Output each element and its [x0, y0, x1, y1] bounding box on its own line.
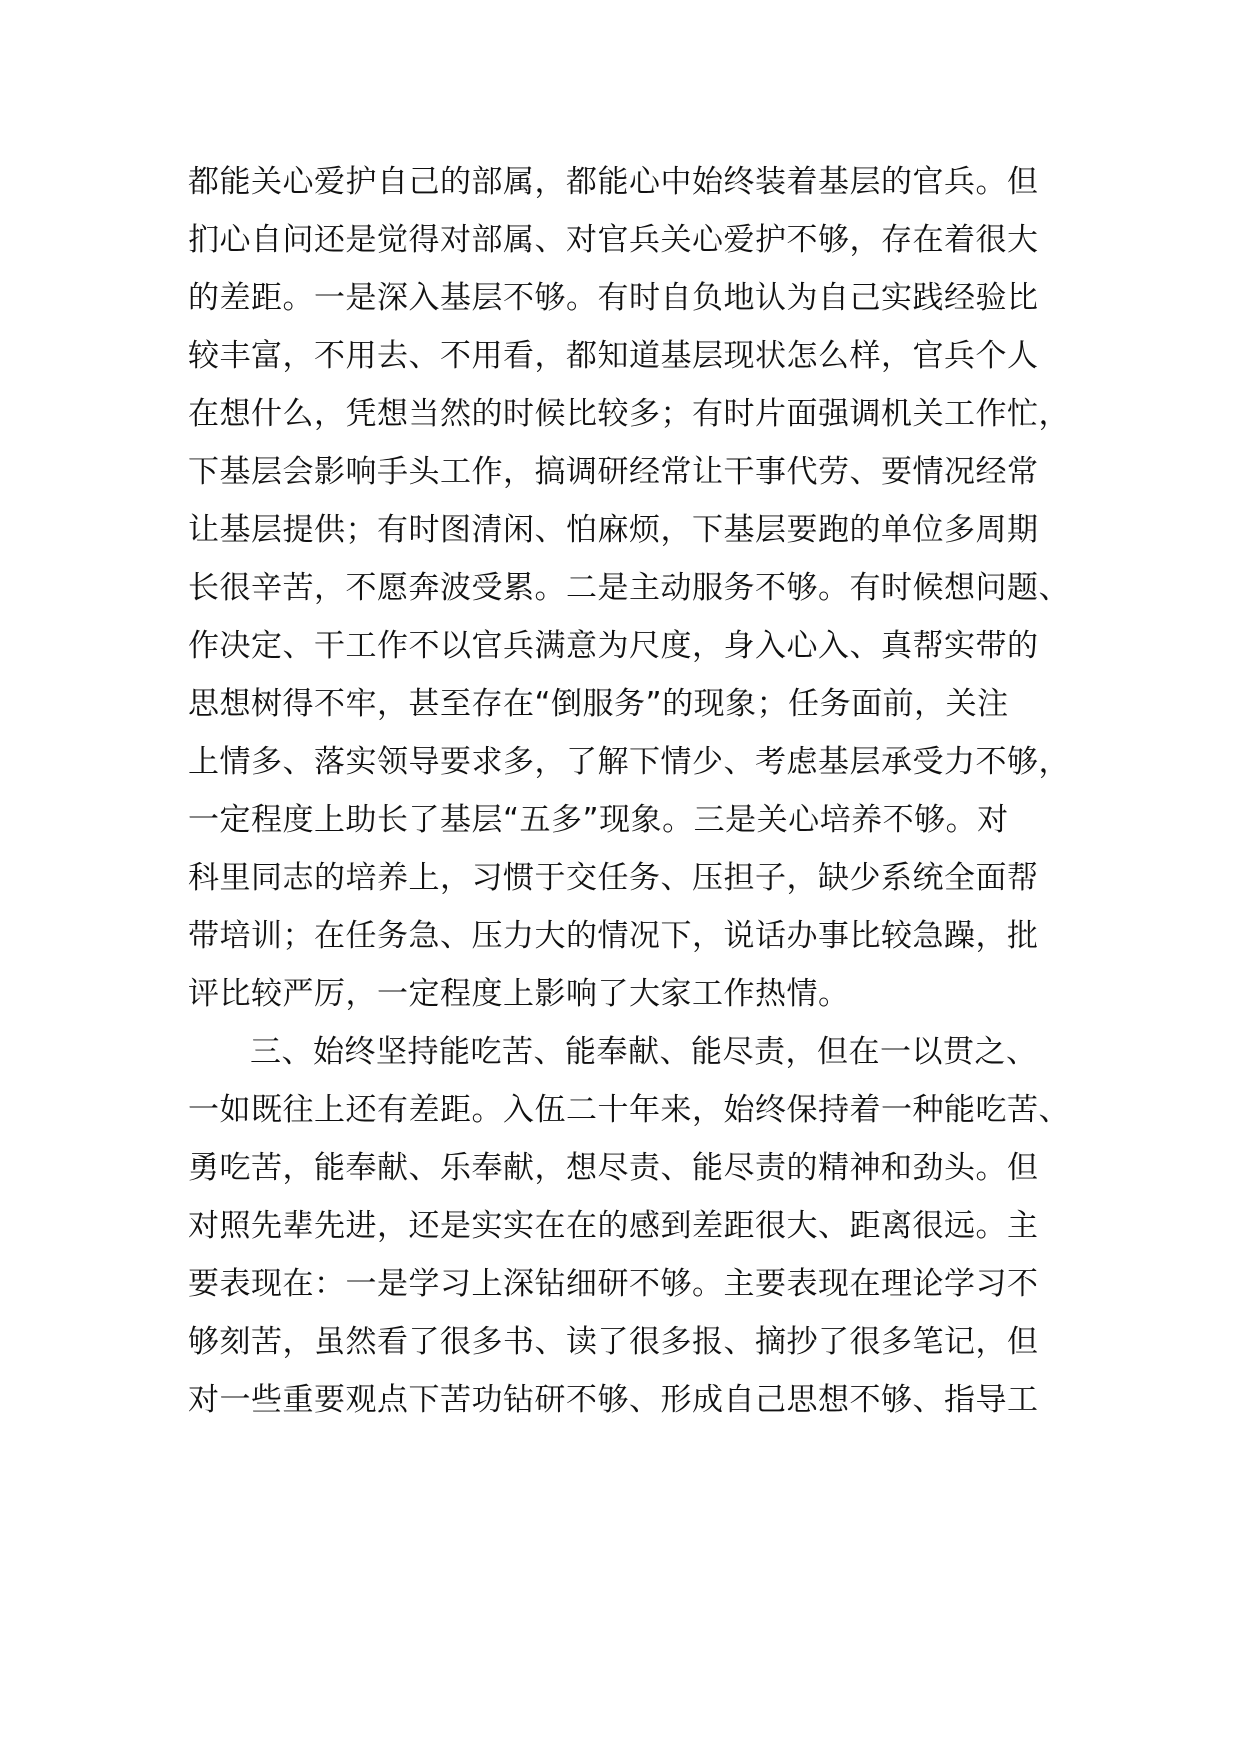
text-line: 思想树得不牢，甚至存在“倒服务”的现象；任务面前，关注 — [188, 686, 1009, 722]
text-line: 较丰富，不用去、不用看，都知道基层现状怎么样，官兵个人 — [188, 338, 1039, 374]
text-line: 的差距。一是深入基层不够。有时自负地认为自己实践经验比 — [188, 280, 1039, 316]
text-line: 下基层会影响手头工作，搞调研经常让干事代劳、要情况经常 — [188, 454, 1039, 490]
paragraph-start-line: 三、始终坚持能吃苦、能奉献、能尽责，但在一以贯之、 — [250, 1034, 1038, 1070]
text-line: 一定程度上助长了基层“五多”现象。三是关心培养不够。对 — [188, 802, 1009, 838]
text-line: 扪心自问还是觉得对部属、对官兵关心爱护不够，存在着很大 — [188, 222, 1039, 258]
text-line: 够刻苦，虽然看了很多书、读了很多报、摘抄了很多笔记，但 — [188, 1324, 1039, 1360]
text-line: 在想什么，凭想当然的时候比较多；有时片面强调机关工作忙， — [188, 396, 1070, 432]
text-line: 科里同志的培养上，习惯于交任务、压担子，缺少系统全面帮 — [188, 860, 1039, 896]
text-line: 作决定、干工作不以官兵满意为尺度，身入心入、真帮实带的 — [188, 628, 1039, 664]
text-line: 评比较严厉，一定程度上影响了大家工作热情。 — [188, 976, 850, 1012]
text-line: 对照先辈先进，还是实实在在的感到差距很大、距离很远。主 — [188, 1208, 1039, 1244]
text-line: 勇吃苦，能奉献、乐奉献，想尽责、能尽责的精神和劲头。但 — [188, 1150, 1039, 1186]
text-line: 都能关心爱护自己的部属，都能心中始终装着基层的官兵。但 — [188, 164, 1039, 200]
text-line: 带培训；在任务急、压力大的情况下，说话办事比较急躁，批 — [188, 918, 1039, 954]
text-line: 一如既往上还有差距。入伍二十年来，始终保持着一种能吃苦、 — [188, 1092, 1070, 1128]
text-line: 上情多、落实领导要求多，了解下情少、考虑基层承受力不够， — [188, 744, 1070, 780]
text-line: 对一些重要观点下苦功钻研不够、形成自己思想不够、指导工 — [188, 1382, 1039, 1418]
text-line: 要表现在：一是学习上深钻细研不够。主要表现在理论学习不 — [188, 1266, 1039, 1302]
text-line: 长很辛苦，不愿奔波受累。二是主动服务不够。有时候想问题、 — [188, 570, 1070, 606]
text-line: 让基层提供；有时图清闲、怕麻烦，下基层要跑的单位多周期 — [188, 512, 1039, 548]
